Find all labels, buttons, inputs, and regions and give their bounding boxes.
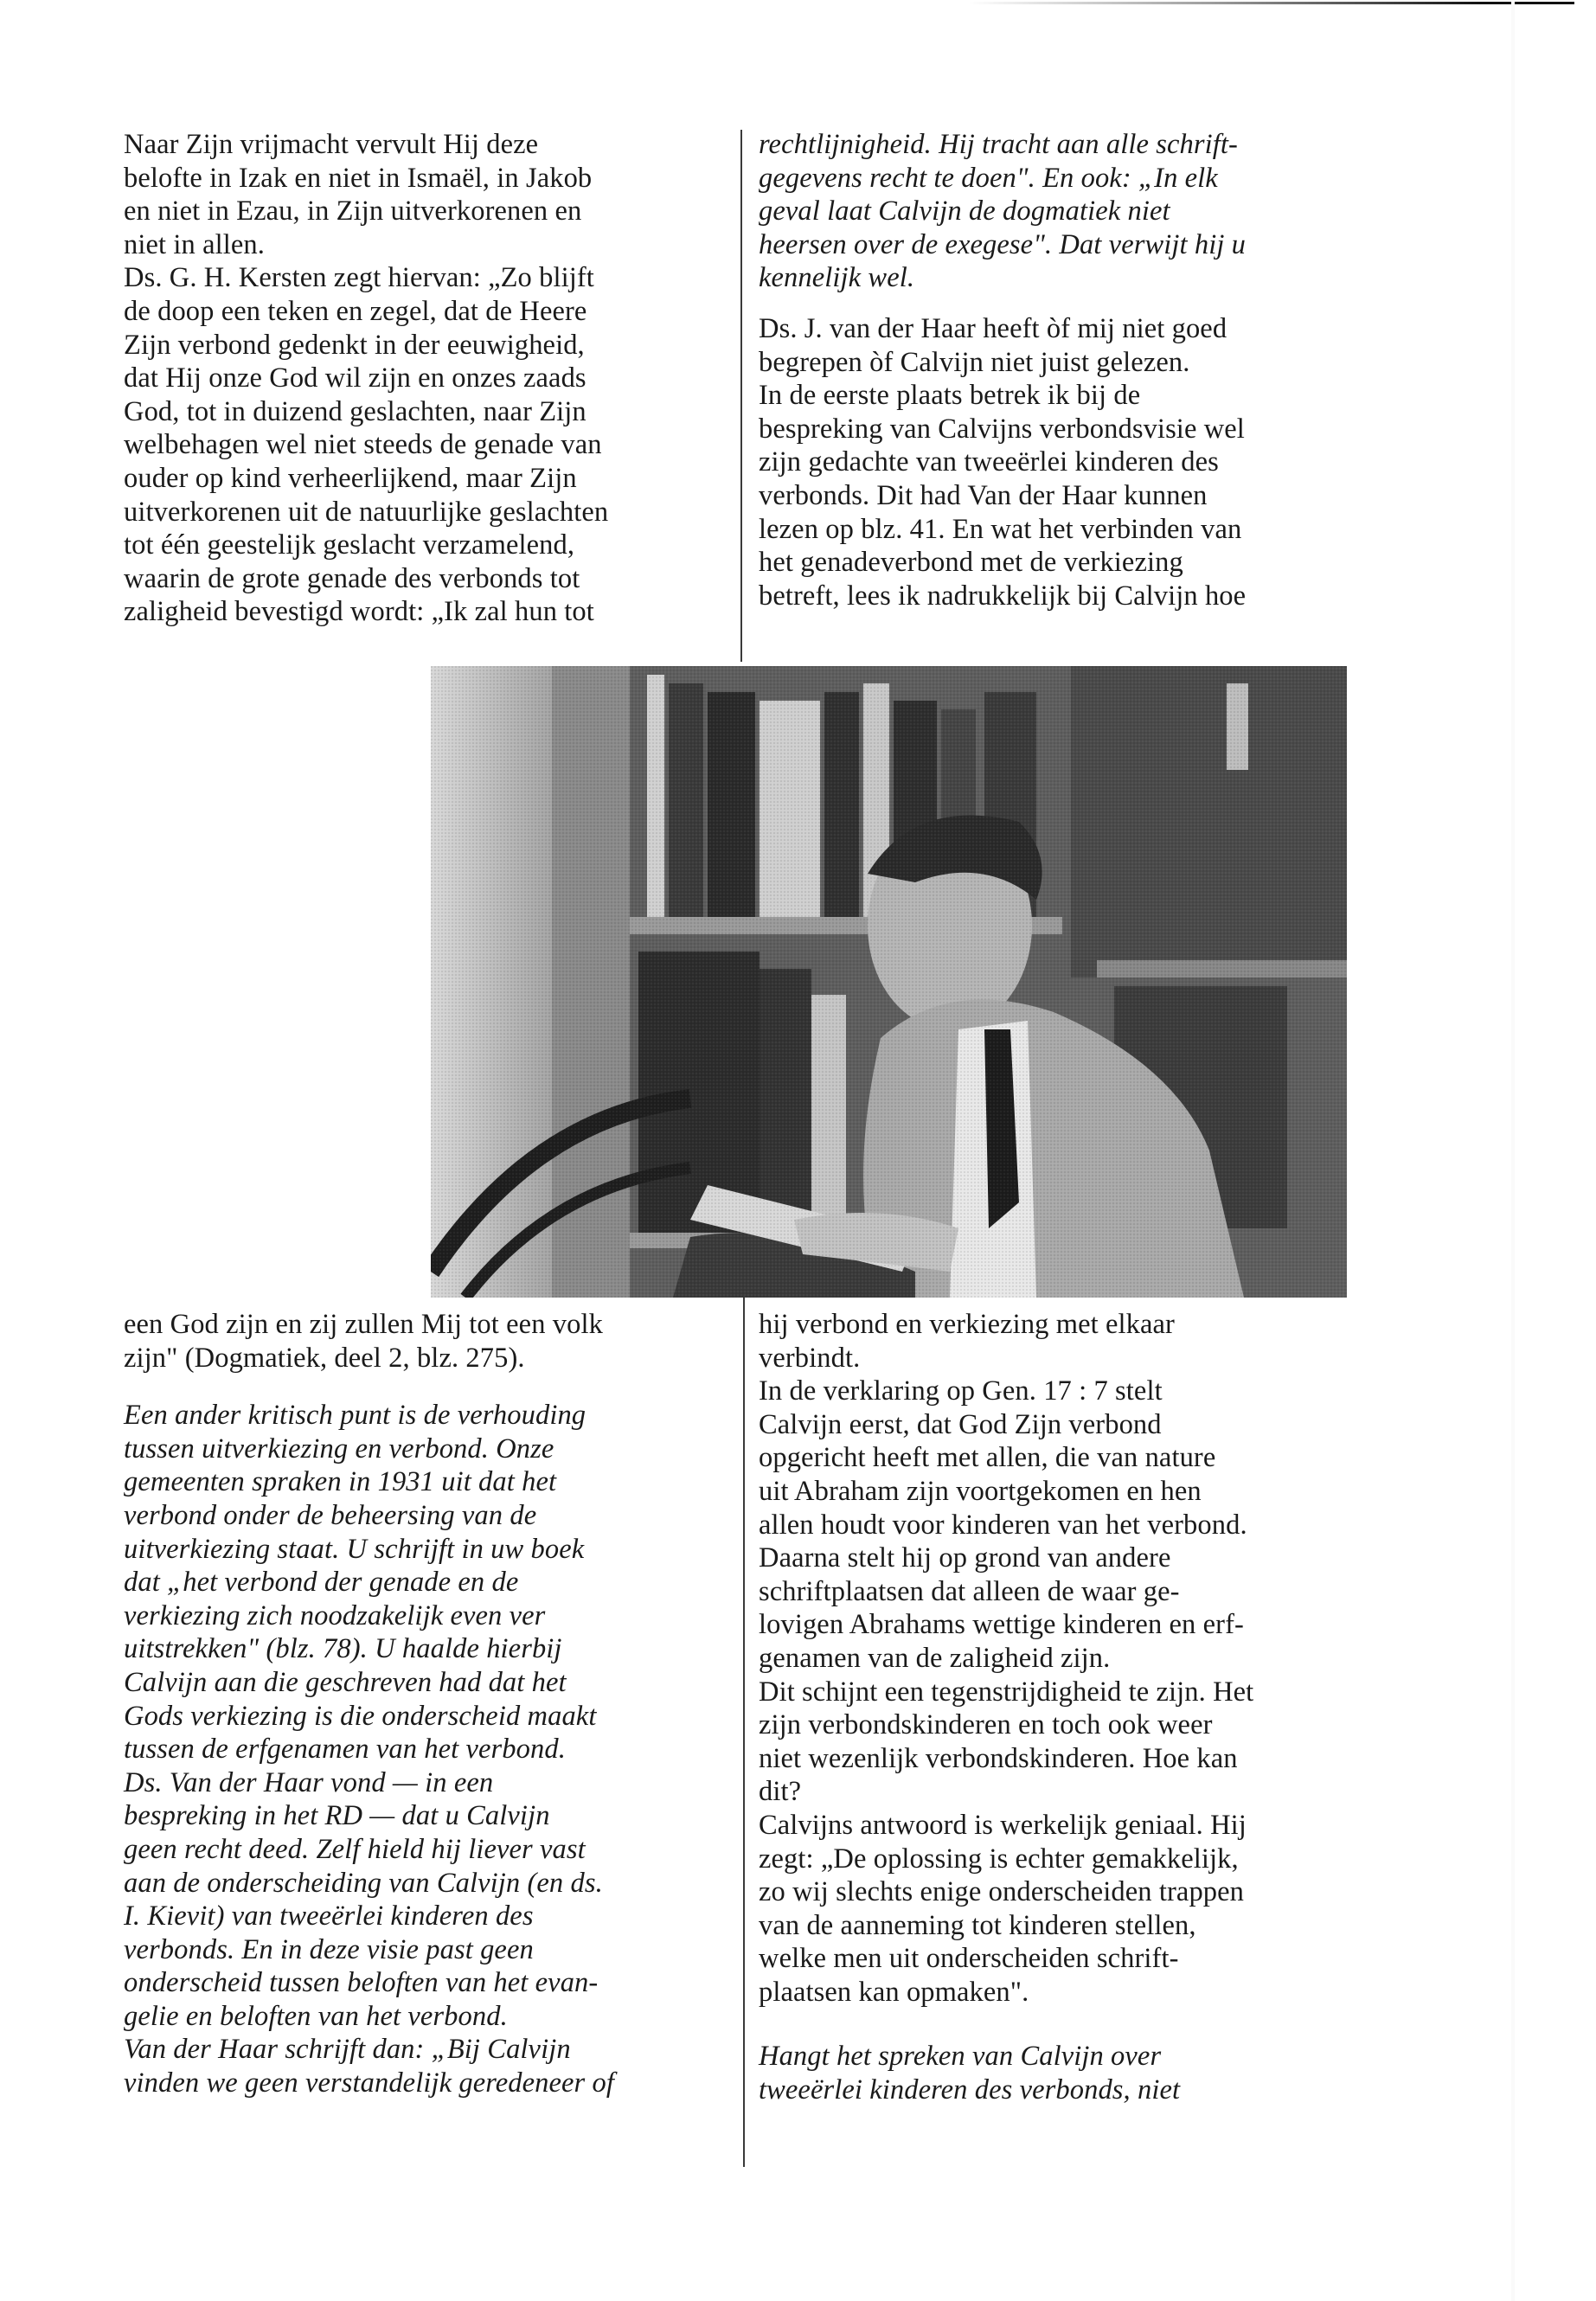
photo-image <box>431 666 1347 1298</box>
text-line: In de verklaring op Gen. 17 : 7 stelt <box>759 1375 1163 1407</box>
text-line: schriftplaatsen dat alleen de waar ge- <box>759 1575 1180 1607</box>
text-line: Gods verkiezing is die onderscheid maakt <box>124 1700 597 1732</box>
text-line: gemeenten spraken in 1931 uit dat het <box>124 1466 557 1498</box>
paragraph-gap <box>759 2009 1253 2040</box>
text-line: dit? <box>759 1776 802 1808</box>
text-line: Ds. G. H. Kersten zegt hiervan: „Zo blijft <box>124 262 594 294</box>
text-line: Naar Zijn vrijmacht vervult Hij deze <box>124 129 539 160</box>
text-line: lezen op blz. 41. En wat het verbinden van <box>759 513 1242 545</box>
portrait-photo <box>431 666 1347 1298</box>
text-line: Ds. J. van der Haar heeft òf mij niet goed <box>759 312 1227 344</box>
text-line: zijn gedachte van tweeërlei kinderen des <box>759 446 1219 478</box>
paragraph-italic-question <box>124 1399 614 2099</box>
text-line: bespreking van Calvijns verbondsvisie wel <box>759 413 1245 445</box>
paragraph <box>759 1308 1253 2009</box>
text-line: belofte in Izak en niet in Ismaël, in Jakob <box>124 162 593 194</box>
text-line: verbond onder de beheersing van de <box>124 1499 537 1531</box>
text-line: zijn" (Dogmatiek, deel 2, blz. 275). <box>124 1342 525 1374</box>
text-line: allen houdt voor kinderen van het verbond. <box>759 1509 1247 1541</box>
text-line: vinden we geen verstandelijk geredeneer of <box>124 2067 615 2099</box>
text-line: rechtlijnigheid. Hij tracht aan alle schrift- <box>759 129 1238 160</box>
text-line: tussen uitverkiezing en verbond. Onze <box>124 1433 554 1465</box>
text-line: tot één geestelijk geslacht verzamelend, <box>124 529 575 561</box>
text-line: verkiezing zich noodzakelijk even ver <box>124 1599 546 1631</box>
text-line: de doop een teken en zegel, dat de Heere <box>124 295 587 327</box>
text-line: verbonds. En in deze visie past geen <box>124 1933 534 1965</box>
text-line: van de aanneming tot kinderen stellen, <box>759 1909 1196 1941</box>
text-line: waarin de grote genade des verbonds tot <box>124 562 580 594</box>
text-line: Dit schijnt een tegenstrijdigheid te zijn. Het <box>759 1676 1254 1708</box>
text-line: I. Kievit) van tweeërlei kinderen des <box>124 1900 534 1932</box>
text-line: en niet in Ezau, in Zijn uitverkorenen en <box>124 195 582 228</box>
text-line: welbehagen wel niet steeds de genade van <box>124 429 602 461</box>
text-line: uitstrekken" (blz. 78). U haalde hierbij <box>124 1633 562 1665</box>
right-column-bottom <box>759 1308 1253 2107</box>
paragraph <box>759 312 1246 612</box>
text-line: lovigen Abrahams wettige kinderen en erf- <box>759 1609 1244 1641</box>
text-line: uitverkiezing staat. U schrijft in uw boek <box>124 1533 585 1565</box>
text-line: Calvijns antwoord is werkelijk geniaal. Hij <box>759 1809 1247 1841</box>
paragraph <box>124 128 608 629</box>
text-line: dat Hij onze God wil zijn en onzes zaads <box>124 362 586 394</box>
text-line: geen recht deed. Zelf hield hij liever vast <box>124 1833 586 1865</box>
text-line: God, tot in duizend geslachten, naar Zijn <box>124 395 586 427</box>
text-line: tweeërlei kinderen des verbonds, niet <box>759 2074 1181 2106</box>
text-line: tussen de erfgenamen van het verbond. <box>124 1734 566 1766</box>
text-line: Calvijn eerst, dat God Zijn verbond <box>759 1408 1162 1440</box>
text-line: betreft, lees ik nadrukkelijk bij Calvijn hoe <box>759 580 1247 612</box>
text-line: niet wezenlijk verbondskinderen. Hoe kan <box>759 1742 1238 1774</box>
text-line: kennelijk wel. <box>759 262 915 294</box>
column-divider-top <box>740 130 742 662</box>
paragraph-gap <box>759 295 1246 312</box>
scan-edge <box>1511 0 1515 2301</box>
text-line: niet in allen. <box>124 228 265 260</box>
text-line: dat „het verbond der genade en de <box>124 1567 519 1599</box>
paragraph-italic-quote <box>759 128 1246 295</box>
text-line: welke men uit onderscheiden schrift- <box>759 1943 1179 1975</box>
left-column-top <box>124 128 608 629</box>
text-line: geval laat Calvijn de dogmatiek niet <box>759 195 1170 228</box>
text-line: onderscheid tussen beloften van het evan- <box>124 1967 599 1999</box>
text-line: verbindt. <box>759 1342 861 1374</box>
text-line: genamen van de zaligheid zijn. <box>759 1642 1111 1674</box>
text-line: zo wij slechts enige onderscheiden trappen <box>759 1876 1245 1908</box>
text-line: ouder op kind verheerlijkend, maar Zijn <box>124 462 577 494</box>
text-line: Ds. Van der Haar vond — in een <box>124 1766 494 1798</box>
text-line: zaligheid bevestigd wordt: „Ik zal hun tot <box>124 596 594 628</box>
text-line: Zijn verbond gedenkt in der eeuwigheid, <box>124 329 585 361</box>
text-line: gegevens recht te doen". En ook: „In elk <box>759 162 1218 194</box>
column-divider-bottom <box>743 1298 745 2167</box>
paragraph <box>124 1308 614 1375</box>
paragraph-italic-question <box>759 2040 1253 2106</box>
text-line: Calvijn aan die geschreven had dat het <box>124 1666 567 1698</box>
text-line: Van der Haar schrijft dan: „Bij Calvijn <box>124 2034 571 2066</box>
top-border-rule <box>969 2 1574 4</box>
text-line: uitverkorenen uit de natuurlijke geslachten <box>124 496 609 528</box>
text-line: uit Abraham zijn voortgekomen en hen <box>759 1475 1202 1507</box>
text-line: heersen over de exegese". Dat verwijt hij u <box>759 228 1247 260</box>
text-line: verbonds. Dit had Van der Haar kunnen <box>759 479 1208 511</box>
right-column-top <box>759 128 1246 612</box>
text-line: het genadeverbond met de verkiezing <box>759 547 1183 579</box>
text-line: bespreking in het RD — dat u Calvijn <box>124 1800 550 1832</box>
text-line: gelie en beloften van het verbond. <box>124 2000 508 2032</box>
text-line: In de eerste plaats betrek ik bij de <box>759 380 1141 412</box>
text-line: hij verbond en verkiezing met elkaar <box>759 1309 1175 1340</box>
text-line: Daarna stelt hij op grond van andere <box>759 1542 1171 1574</box>
text-line: plaatsen kan opmaken". <box>759 1976 1029 2008</box>
text-line: begrepen òf Calvijn niet juist gelezen. <box>759 346 1190 378</box>
text-line: zegt: „De oplossing is echter gemakkelijk, <box>759 1843 1239 1875</box>
text-line: opgericht heeft met allen, die van nature <box>759 1442 1216 1474</box>
text-line: een God zijn en zij zullen Mij tot een volk <box>124 1309 603 1340</box>
text-line: Een ander kritisch punt is de verhouding <box>124 1400 586 1432</box>
left-column-bottom <box>124 1308 614 2100</box>
text-line: zijn verbondskinderen en toch ook weer <box>759 1709 1213 1741</box>
text-line: aan de onderscheiding van Calvijn (en ds. <box>124 1867 603 1899</box>
text-line: Hangt het spreken van Calvijn over <box>759 2041 1162 2073</box>
paragraph-gap <box>124 1375 614 1399</box>
